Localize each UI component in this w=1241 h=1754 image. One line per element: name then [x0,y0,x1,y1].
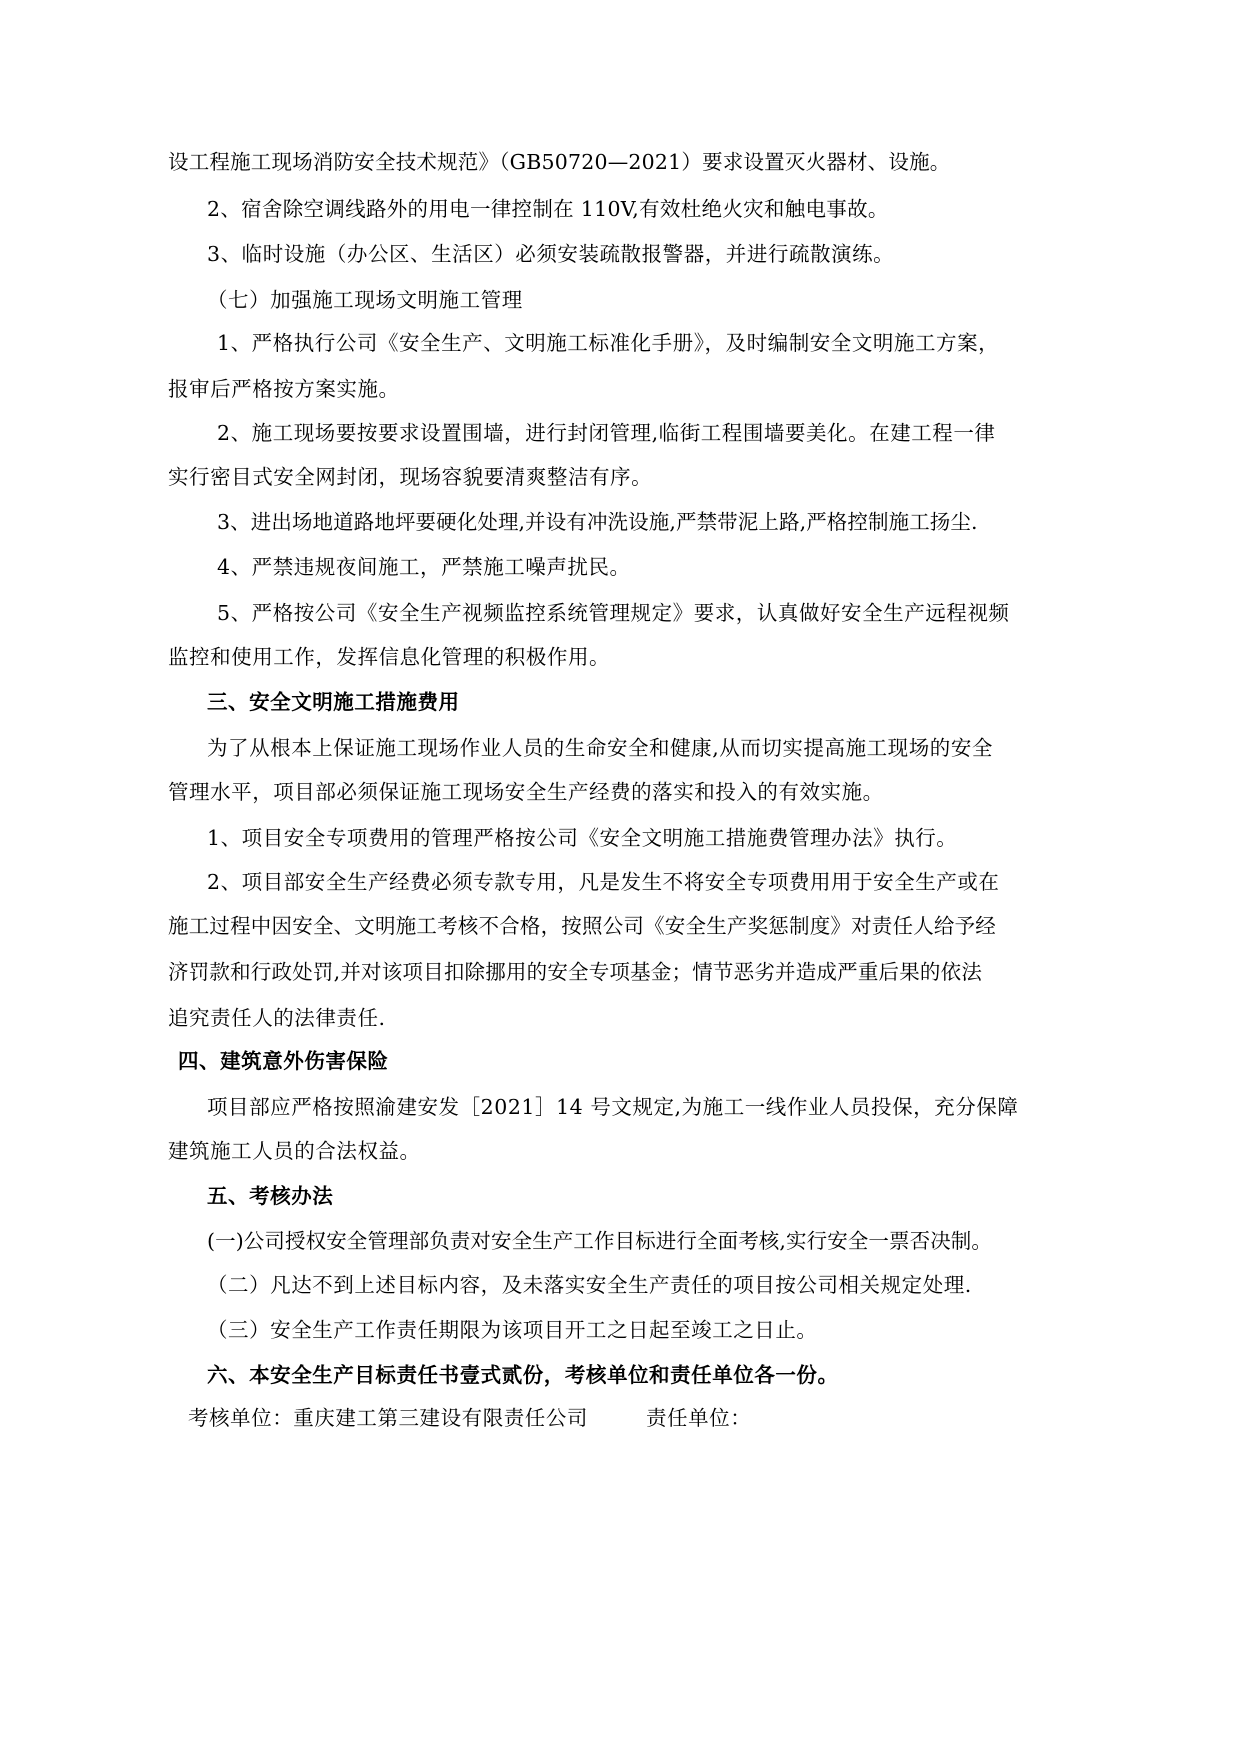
paragraph-line: 4、严禁违规夜间施工，严禁施工噪声扰民。 [217,555,631,579]
paragraph-line: 建筑施工人员的合法权益。 [168,1139,421,1163]
paragraph-line: 实行密目式安全网封闭，现场容貌要清爽整洁有序。 [168,465,653,489]
paragraph-line: 3、临时设施（办公区、生活区）必须安装疏散报警器，并进行疏散演练。 [207,242,895,266]
paragraph-line: 施工过程中因安全、文明施工考核不合格，按照公司《安全生产奖惩制度》对责任人给予经 [168,914,996,938]
section-heading: 三、安全文明施工措施费用 [207,690,460,714]
paragraph-line: 报审后严格按方案实施。 [168,377,400,401]
paragraph-line: 1、严格执行公司《安全生产、文明施工标准化手册》，及时编制安全文明施工方案， [217,331,1000,355]
paragraph-line: 2、施工现场要按要求设置围墙，进行封闭管理,临街工程围墙要美化。在建工程一律 [217,421,996,445]
paragraph-line: （二）凡达不到上述目标内容，及未落实安全生产责任的项目按公司相关规定处理. [207,1273,972,1297]
section-heading: 五、考核办法 [207,1184,334,1208]
paragraph-line: 设工程施工现场消防安全技术规范》（GB50720—2021）要求设置灭火器材、设施。 [168,150,951,174]
responsible-signature-line: 责任单位： [646,1406,752,1430]
section-heading: 四、建筑意外伤害保险 [178,1049,389,1073]
paragraph-line: (一)公司授权安全管理部负责对安全生产工作目标进行全面考核,实行安全一票否决制。 [207,1229,993,1253]
section-heading: 六、本安全生产目标责任书壹式贰份，考核单位和责任单位各一份。 [207,1363,839,1387]
paragraph-line: （七）加强施工现场文明施工管理 [207,288,523,312]
paragraph-line: 5、严格按公司《安全生产视频监控系统管理规定》要求，认真做好安全生产远程视频 [217,601,1010,625]
paragraph-line: 监控和使用工作，发挥信息化管理的积极作用。 [168,645,611,669]
paragraph-line: 管理水平，项目部必须保证施工现场安全生产经费的落实和投入的有效实施。 [168,780,884,804]
paragraph-line: （三）安全生产工作责任期限为该项目开工之日起至竣工之日止。 [207,1318,818,1342]
paragraph-line: 1、项目安全专项费用的管理严格按公司《安全文明施工措施费管理办法》执行。 [207,826,958,850]
paragraph-line: 济罚款和行政处罚,并对该项目扣除挪用的安全专项基金；情节恶劣并造成严重后果的依法 [168,960,983,984]
paragraph-line: 3、进出场地道路地坪要硬化处理,并设有冲洗设施,严禁带泥上路,严格控制施工扬尘. [217,510,978,534]
assessor-signature-line: 考核单位：重庆建工第三建设有限责任公司 [188,1406,588,1430]
paragraph-line: 2、项目部安全生产经费必须专款专用，凡是发生不将安全专项费用用于安全生产或在 [207,870,1000,894]
paragraph-line: 追究责任人的法律责任. [168,1006,386,1030]
paragraph-line: 为了从根本上保证施工现场作业人员的生命安全和健康,从而切实提高施工现场的安全 [207,736,993,760]
paragraph-line: 2、宿舍除空调线路外的用电一律控制在 110V,有效杜绝火灾和触电事故。 [207,197,889,221]
paragraph-line: 项目部应严格按照渝建安发［2021］14 号文规定,为施工一线作业人员投保，充分保障 [207,1095,1019,1119]
